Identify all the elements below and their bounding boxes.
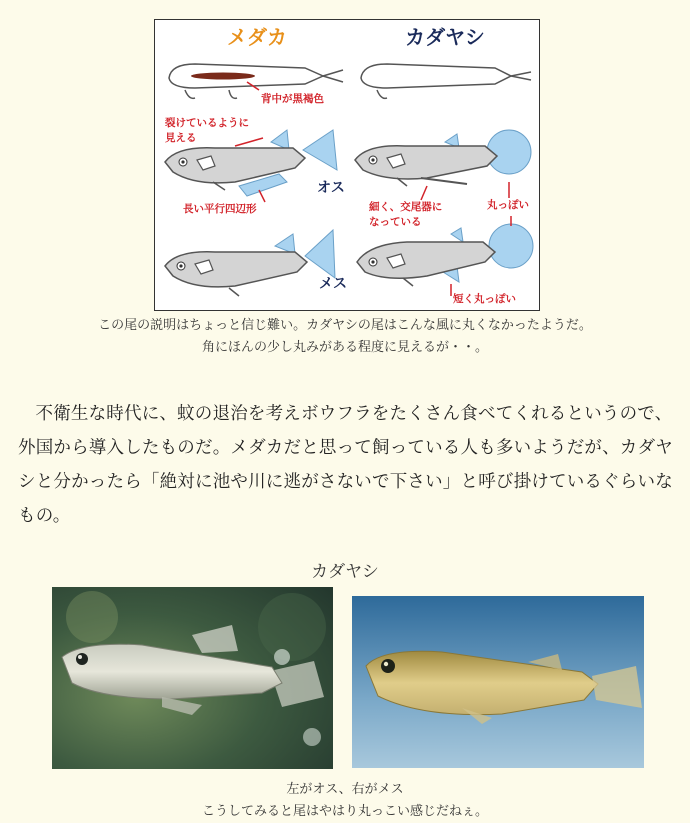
note-gonopodium-line1: 細く、交尾器に — [369, 201, 443, 213]
diagram-caption-line1: この尾の説明はちょっと信じ難い。カダヤシの尾はこんな風に丸くなかったようだ。 — [98, 318, 592, 333]
note-split-line1: 裂けているように — [165, 117, 249, 129]
note-split-line2: 見える — [165, 132, 197, 144]
body-paragraph: 不衛生な時代に、蚊の退治を考えボウフラをたくさん食べてくれるというので、外国から導入したものだ。メダカだと思って飼っている人も多いようだが、カダヤシと分かったら「絶対に池や川に逃がさないで下さい」と呼び掛けているぐらいなもの。 — [18, 404, 673, 526]
section-title: カダヤシ — [311, 562, 379, 582]
photo-caption-line2: こうしてみると尾はやはり丸っこい感じだねぇ。 — [201, 804, 488, 819]
diagram-caption-line2: 角にほんの少し丸みがある程度に見えるが・・。 — [201, 340, 488, 355]
kadayashi-top-view — [361, 64, 531, 98]
photo-female-kadayashi — [352, 596, 644, 768]
kadayashi-female-side — [357, 224, 533, 286]
label-male: オス — [317, 180, 345, 196]
kadayashi-male-side — [355, 130, 531, 186]
photo-caption — [0, 779, 690, 823]
note-gonopodium-line2: なっている — [369, 216, 422, 228]
note-round: 丸っぽい — [487, 199, 529, 211]
photo-caption-line1: 左がオス、右がメス — [286, 782, 404, 797]
label-kadayashi: カダヤシ — [405, 27, 485, 49]
label-medaka: メダカ — [227, 27, 287, 49]
medaka-female-side — [165, 230, 335, 296]
diagram-caption — [0, 315, 690, 359]
label-female: メス — [319, 276, 347, 292]
photo-male-kadayashi — [52, 587, 333, 769]
note-back-color: 背中が黒褐色 — [261, 93, 324, 105]
fish-comparison-diagram — [154, 19, 540, 311]
note-short-round: 短く丸っぽい — [453, 293, 516, 305]
note-parallelogram: 長い平行四辺形 — [183, 203, 257, 215]
